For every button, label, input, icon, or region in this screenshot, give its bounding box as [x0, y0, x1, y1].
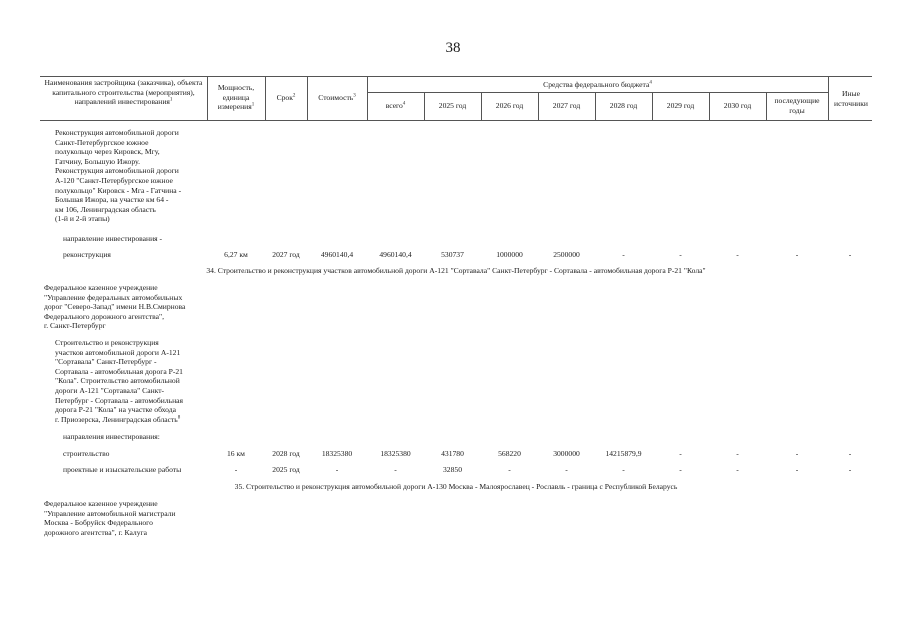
row-2026: 568220	[498, 449, 521, 458]
row-2027: 3000000	[553, 449, 580, 458]
row-2029: -	[679, 449, 682, 458]
row-capacity: -	[234, 465, 238, 474]
header-2029: 2029 год	[666, 101, 695, 110]
header-federal-budget: Средства федерального бюджета$^4$	[543, 80, 652, 89]
row-2029: -	[679, 465, 682, 474]
row-capacity: 6,27 км	[224, 250, 248, 259]
row-2026: -	[508, 465, 511, 474]
row-cost: -	[335, 465, 339, 474]
row-2029: -	[679, 250, 682, 259]
row-term: 2028 год	[272, 449, 300, 458]
header-name: Наименования застройщика (заказчика), объекта капитального строительства (мероприятия), направлений инвестирования$^1$	[44, 78, 203, 106]
row-later: -	[795, 449, 799, 458]
header-2026: 2026 год	[495, 101, 524, 110]
row-2028: 14215879,9	[605, 449, 642, 458]
direction-label: направление инвестирования -	[63, 234, 163, 243]
header-cost: Стоимость$^3$	[318, 93, 356, 102]
row-2028: -	[622, 465, 625, 474]
header-later-years: последующие годы	[774, 96, 820, 115]
row-total: 4960140,4	[379, 250, 412, 259]
row-2028: -	[622, 250, 625, 259]
row-2025: 32850	[443, 465, 462, 474]
header-total: всего$^4$	[385, 101, 406, 110]
row-later: -	[795, 465, 799, 474]
header-2028: 2028 год	[609, 101, 638, 110]
row-2025: 431780	[441, 449, 464, 458]
row-2030: -	[736, 465, 739, 474]
row-2027: -	[565, 465, 568, 474]
row-2026: 1000000	[496, 250, 523, 259]
header-2030: 2030 год	[723, 101, 752, 110]
section-heading-34: 34. Строительство и реконструкция участков автомобильной дороги А-121 "Сортавала" Санкт-Петербург - Сортавала - автомобильная дорога Р-21 "Кола"	[206, 266, 706, 275]
row-cost: 18325380	[321, 449, 353, 458]
row-2025: 530737	[441, 250, 464, 259]
header-capacity: Мощность, единица измерения$^1$	[217, 83, 255, 111]
customer-name: Федеральное казенное учреждение "Управление федеральных автомобильных дорог "Северо-Запад" имени Н.В.Смирнова Федерального дорожного агентства", г. Санкт-Петербург	[44, 283, 186, 331]
row-capacity: 16 км	[227, 449, 245, 458]
row-name: реконструкция	[63, 250, 111, 259]
directions-label: направления инвестирования:	[63, 432, 160, 441]
header-term: Срок$^2$	[276, 93, 296, 102]
row-total: 18325380	[380, 449, 411, 458]
header-2025: 2025 год	[438, 101, 467, 110]
header-other-sources: Иные источники	[834, 89, 868, 108]
object-description: Строительство и реконструкция участков автомобильной дороги А-121 "Сортавала" Санкт-Петербург - Сортавала - автомобильная дорога Р-21 "Кола". Строительство автомобильной дороги А-121 "Сортавала" Санкт- Петербург - Сортавала - автомобильная дорога Р-21 "Кола" на участке обхода г. Приозерска, Ленинградская область$^8$	[55, 338, 184, 424]
row-cost: 4960140,4	[320, 250, 354, 259]
row-term: 2027 год	[272, 250, 300, 259]
row-total: -	[394, 465, 397, 474]
page-number: 38	[445, 40, 461, 56]
object-description: Реконструкция автомобильной дороги Санкт-Петербургское южное полукольцо через Кировск, Мгу, Гатчину, Большую Ижору. Реконструкция автомобильной дороги А-120 "Санкт-Петербургское южное полукольцо" Кировск - Мга - Гатчина - Большая Ижора, на участке км 64 - км 106, Ленинградская область (1-й и 2-й этапы)	[55, 128, 182, 224]
row-2030: -	[736, 449, 739, 458]
row-2030: -	[736, 250, 739, 259]
row-other: -	[848, 465, 852, 474]
row-name: проектные и изыскательские работы	[63, 465, 182, 474]
row-other: -	[848, 250, 852, 259]
section-heading-35: 35. Строительство и реконструкция автомобильной дороги А-130 Москва - Малоярославец - Рославль - граница с Республикой Беларусь	[234, 482, 678, 491]
row-term: 2025 год	[272, 465, 300, 474]
row-other: -	[848, 449, 852, 458]
header-2027: 2027 год	[552, 101, 581, 110]
customer-name: Федеральное казенное учреждение "Управление автомобильной магистрали Москва - Бобруйск Федерального дорожного агентства", г. Калуга	[44, 499, 176, 537]
row-name: строительство	[63, 449, 110, 458]
row-later: -	[795, 250, 799, 259]
row-2027: 2500000	[553, 250, 580, 259]
